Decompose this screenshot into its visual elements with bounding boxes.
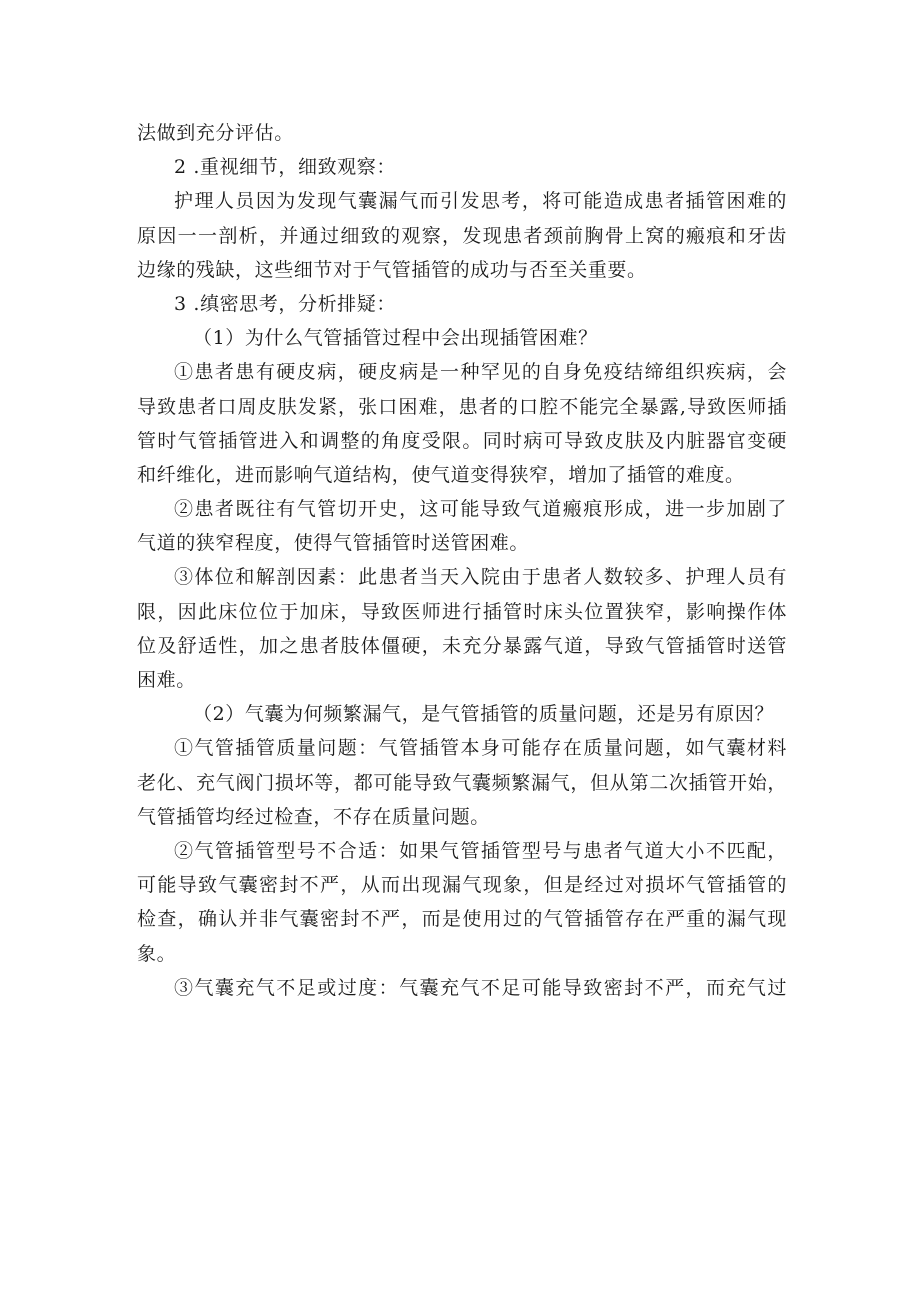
text-line: 困难。 — [137, 669, 196, 691]
text-line: ①气管插管质量问题：气管插管本身可能存在质量问题，如气囊材料 — [174, 737, 787, 760]
text-line: 象。 — [137, 942, 177, 965]
text-line: 原因一一剖析，并通过细致的观察，发现患者颈前胸骨上窝的瘢痕和牙齿 — [137, 224, 787, 247]
text-line: 护理人员因为发现气囊漏气而引发思考，将可能造成患者插管困难的 — [174, 190, 787, 213]
text-line: ③气囊充气不足或过度：气囊充气不足可能导致密封不严，而充气过 — [174, 976, 787, 999]
section-heading-2: 2 .重视细节，细致观察： — [174, 156, 396, 179]
text-line: ③体位和解剖因素：此患者当天入院由于患者人数较多、护理人员有 — [174, 566, 787, 589]
text-line: 气道的狭窄程度，使得气管插管时送管困难。 — [137, 532, 530, 555]
text-line: 可能导致气囊密封不严，从而出现漏气现象，但是经过对损坏气管插管的 — [137, 874, 787, 897]
text-line: 位及舒适性，加之患者肢体僵硬，未充分暴露气道，导致气管插管时送管 — [137, 634, 787, 657]
text-line: ②患者既往有气管切开史，这可能导致气道瘢痕形成，进一步加剧了 — [174, 498, 787, 521]
text-line: 检查，确认并非气囊密封不严，而是使用过的气管插管存在严重的漏气现 — [137, 908, 787, 931]
text-line: 和纤维化，进而影响气道结构，使气道变得狭窄，增加了插管的难度。 — [137, 463, 745, 486]
subheading-1: （1）为什么气管插管过程中会出现插管困难？ — [193, 327, 598, 350]
text-line: ②气管插管型号不合适：如果气管插管型号与患者气道大小不匹配， — [174, 839, 787, 862]
text-line: 管时气管插管进入和调整的角度受限。同时病可导致皮肤及内脏器官变硬 — [137, 429, 787, 452]
text-line: ①患者患有硬皮病，硬皮病是一种罕见的自身免疫结缔组织疾病，会 — [174, 361, 787, 384]
text-line: 老化、充气阀门损坏等，都可能导致气囊频繁漏气，但从第二次插管开始， — [137, 771, 787, 794]
text-line: 导致患者口周皮肤发紧，张口困难，患者的口腔不能完全暴露,导致医师插 — [137, 395, 787, 418]
text-line: 限，因此床位位于加床，导致医师进行插管时床头位置狭窄，影响操作体 — [137, 600, 787, 623]
text-line: 法做到充分评估。 — [137, 122, 294, 144]
section-heading-3: 3 .缜密思考，分析排疑： — [174, 292, 396, 315]
text-line: 气管插管均经过检查，不存在质量问题。 — [137, 805, 490, 828]
subheading-2: （2）气囊为何频繁漏气，是气管插管的质量问题，还是另有原因？ — [193, 703, 775, 726]
text-line: 边缘的残缺，这些细节对于气管插管的成功与否至关重要。 — [137, 258, 647, 281]
document-body — [137, 116, 787, 1005]
